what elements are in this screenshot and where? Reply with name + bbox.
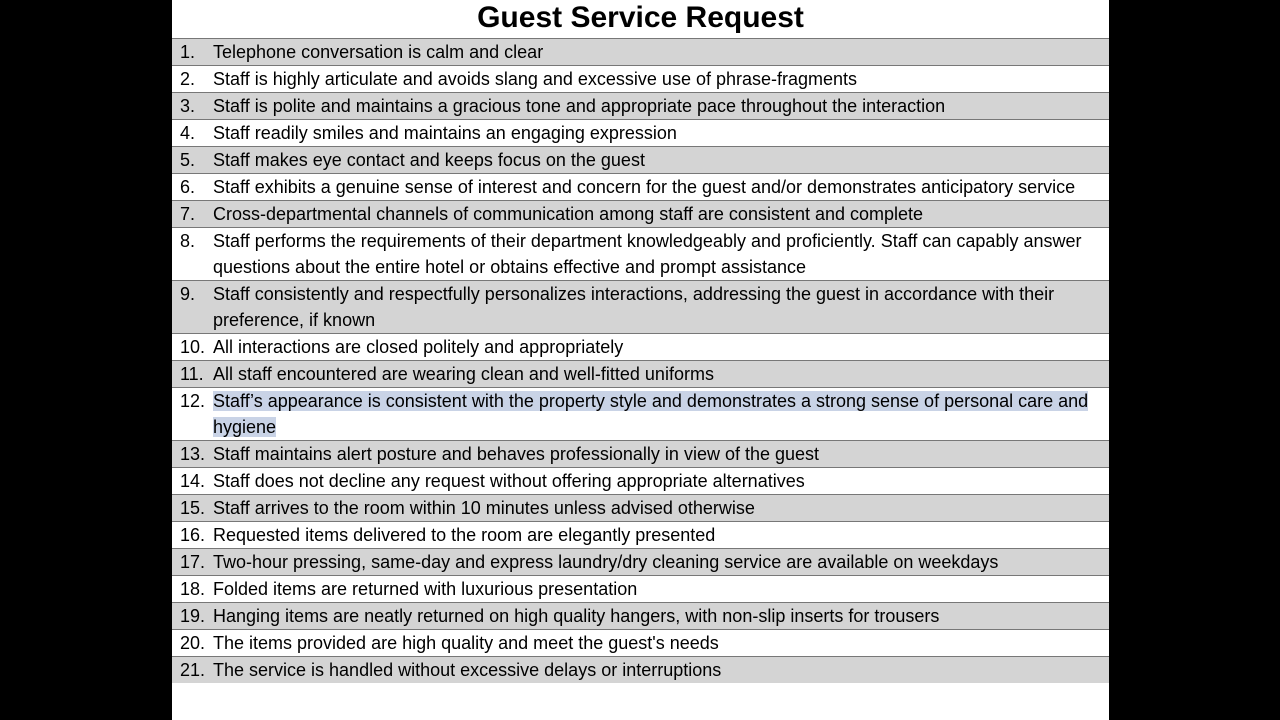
document-page (172, 0, 1109, 720)
item-number: 11. (180, 364, 204, 384)
item-text: Telephone conversation is calm and clear (213, 42, 544, 62)
checklist-item (172, 467, 1109, 494)
item-number: 4. (180, 123, 196, 143)
item-text: Staff exhibits a genuine sense of interest and concern for the guest and/or demonstrates anticipatory service (213, 177, 1076, 197)
checklist-item (172, 200, 1109, 227)
checklist-item (172, 360, 1109, 387)
item-text: Staff is highly articulate and avoids slang and excessive use of phrase-fragments (213, 69, 858, 89)
checklist-item (172, 38, 1109, 65)
checklist-item (172, 494, 1109, 521)
item-number: 8. (180, 231, 196, 251)
checklist-item (172, 280, 1109, 333)
page-title: Guest Service Request (477, 1, 804, 34)
checklist-item (172, 575, 1109, 602)
checklist-item (172, 146, 1109, 173)
item-number: 1. (180, 42, 196, 62)
item-text: Cross-departmental channels of communication among staff are consistent and complete (213, 204, 924, 224)
checklist-item (172, 440, 1109, 467)
checklist-item (172, 333, 1109, 360)
item-text: Folded items are returned with luxurious presentation (213, 579, 638, 599)
item-number: 15. (180, 498, 206, 518)
text-selection[interactable]: Staff’s appearance is consistent with the property style and demonstrates a strong sense of personal care and hygiene (213, 391, 1089, 437)
item-number: 2. (180, 69, 196, 89)
item-number: 19. (180, 606, 206, 626)
item-number: 20. (180, 633, 206, 653)
item-number: 12. (180, 391, 206, 411)
checklist (172, 38, 1109, 683)
item-number: 7. (180, 204, 196, 224)
item-text: Staff performs the requirements of their department knowledgeably and proficiently. Staff can capably answer questions about the entire hotel or obtains effective and prompt assistance (213, 231, 1082, 277)
item-text: Staff does not decline any request without offering appropriate alternatives (213, 471, 805, 491)
item-text: Staff readily smiles and maintains an engaging expression (213, 123, 677, 143)
item-text: The items provided are high quality and meet the guest's needs (213, 633, 719, 653)
checklist-item (172, 227, 1109, 280)
item-number: 6. (180, 177, 196, 197)
item-text: All interactions are closed politely and appropriately (213, 337, 624, 357)
item-number: 9. (180, 284, 196, 304)
checklist-item (172, 656, 1109, 683)
item-text: Requested items delivered to the room are elegantly presented (213, 525, 716, 545)
item-text: Staff maintains alert posture and behaves professionally in view of the guest (213, 444, 820, 464)
item-number: 16. (180, 525, 206, 545)
checklist-item (172, 92, 1109, 119)
item-number: 13. (180, 444, 206, 464)
item-text: Hanging items are neatly returned on high quality hangers, with non-slip inserts for trousers (213, 606, 940, 626)
checklist-item (172, 602, 1109, 629)
item-number: 3. (180, 96, 196, 116)
item-text: Staff makes eye contact and keeps focus on the guest (213, 150, 645, 170)
checklist-item (172, 629, 1109, 656)
item-text: Staff is polite and maintains a gracious tone and appropriate pace throughout the interaction (213, 96, 946, 116)
item-text: All staff encountered are wearing clean and well-fitted uniforms (213, 364, 714, 384)
item-number: 10. (180, 337, 206, 357)
item-number: 18. (180, 579, 206, 599)
checklist-item (172, 387, 1109, 440)
checklist-item (172, 548, 1109, 575)
checklist-item (172, 521, 1109, 548)
checklist-item (172, 65, 1109, 92)
item-number: 21. (180, 660, 206, 680)
item-number: 17. (180, 552, 206, 572)
item-text: The service is handled without excessive delays or interruptions (213, 660, 722, 680)
item-text: Staff consistently and respectfully personalizes interactions, addressing the guest in accordance with their preference, if known (213, 284, 1055, 330)
item-text: Two-hour pressing, same-day and express laundry/dry cleaning service are available on weekdays (213, 552, 999, 572)
item-text (213, 388, 1109, 440)
item-number: 5. (180, 150, 196, 170)
item-number: 14. (180, 471, 206, 491)
checklist-item (172, 119, 1109, 146)
item-text: Staff arrives to the room within 10 minutes unless advised otherwise (213, 498, 755, 518)
checklist-item (172, 173, 1109, 200)
